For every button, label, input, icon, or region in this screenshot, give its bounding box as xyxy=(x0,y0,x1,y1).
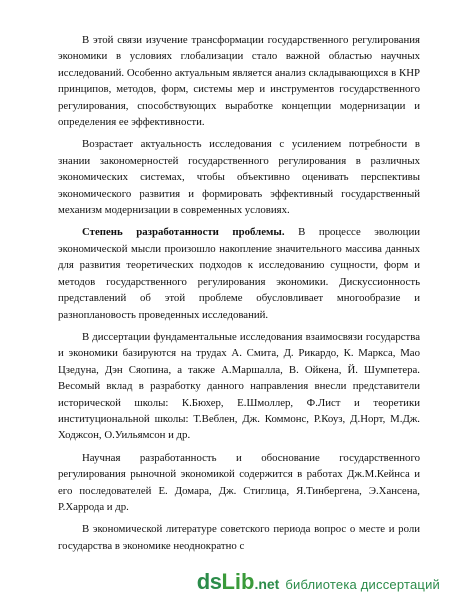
paragraph-6 xyxy=(58,521,420,554)
document-body xyxy=(58,32,420,554)
dslib-watermark xyxy=(197,569,440,595)
section-lead: Степень разработанности проблемы. xyxy=(82,226,285,239)
paragraph-2-text: Возрастает актуальность исследования с усилением потребности в знании закономерностей государственного регулирования в различных экономических системах, чтобы объективно оценивать перспективы экономического развития и формировать эффективный государственный механизм модернизации в современных условиях. xyxy=(58,138,420,217)
paragraph-4-text: В диссертации фундаментальные исследования взаимосвязи государства и экономики базируются на трудах А. Смита, Д. Рикардо, К. Маркса, Мао Цзедуна, Дэн Сяопина, а также А.Маршалла, В. Ойкена, Й. Шумпетера. Весомый вклад в разработку данного направления внесли представители исторической школы: К.Бюхер, Е.Шмоллер, Ф.Лист и теоретики институциональной школы: Т.Веблен, Дж. Коммонс, Р.Коуз, Д.Норт, М.Дж. Ходжсон, О.Уильямсон и др. xyxy=(58,330,420,442)
watermark-brand-tld: .net xyxy=(254,576,280,592)
paragraph-3 xyxy=(58,224,420,322)
paragraph-5-text: Научная разработанность и обоснование государственного регулирования рыночной экономикой содержится в работах Дж.М.Кейнса и его последователей Е. Домара, Дж. Стиглица, Я.Тинбергена, Э.Хансена, Р.Харрода и др. xyxy=(58,451,420,513)
paragraph-2 xyxy=(58,136,420,218)
watermark-subtitle: библиотека диссертаций xyxy=(285,577,440,592)
paragraph-1 xyxy=(58,32,420,130)
paragraph-1-text: В этой связи изучение трансформации государственного регулирования экономики в условиях глобализации стало важной областью научных исследований. Особенно актуальным является анализ складывающихся в КНР принципов, методов, форм, системы мер и инструментов государственного регулирования, способствующих выработке концепции модернизации и определения ее эффективности. xyxy=(58,34,420,129)
paragraph-4 xyxy=(58,329,420,444)
watermark-brand-ds: ds xyxy=(196,569,222,594)
paragraph-6-text: В экономической литературе советского периода вопрос о месте и роли государства в экономике неоднократно с xyxy=(58,523,420,552)
paragraph-3-text: В процессе эволюции экономической мысли произошло накопление значительного массива данных для развития теоретических подходов к исследованию сущности, форм и методов государственного регулирования экономики. Дискуссионность представлений об этой проблеме обусловливает многообразие и разноплановость проведенных исследований. xyxy=(58,226,420,321)
paragraph-5 xyxy=(58,450,420,516)
watermark-brand-lib: Lib xyxy=(221,569,255,594)
